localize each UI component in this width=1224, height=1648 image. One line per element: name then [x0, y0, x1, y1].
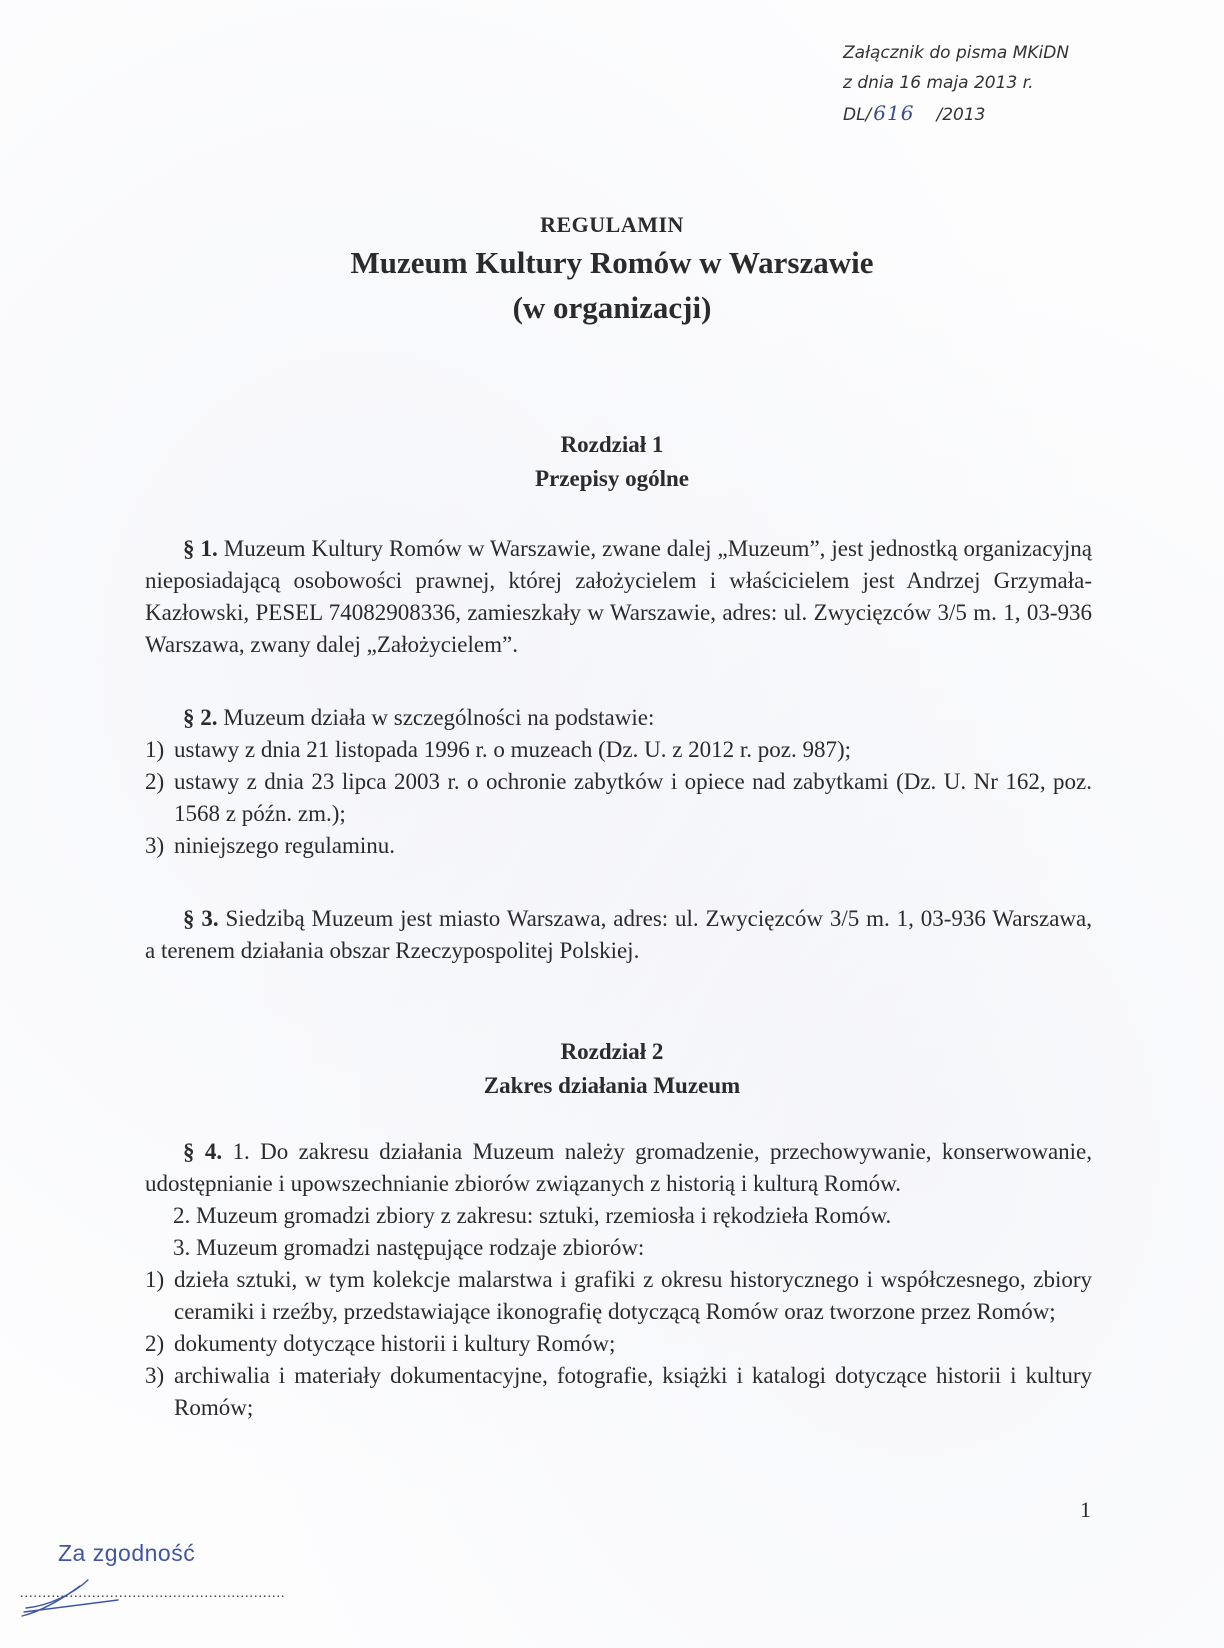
attachment-line-3: [843, 98, 1069, 130]
attachment-line-2: z dnia 16 maja 2013 r.: [843, 73, 1034, 93]
list-item: [145, 1360, 1092, 1424]
handwritten-signature: [18, 1572, 128, 1622]
list-item-text: niniejszego regulaminu.: [174, 833, 395, 858]
signature-dotted-line: ...........................................................: [20, 1586, 286, 1601]
document-title-block: [0, 210, 1224, 330]
chapter-1-heading: [0, 428, 1224, 496]
document-type-title: REGULAMIN: [540, 212, 684, 237]
chapter-1-title: Przepisy ogólne: [535, 466, 689, 491]
list-item-number: 2): [145, 769, 165, 794]
paragraph-2-mark: § 2.: [183, 705, 218, 730]
attachment-note: [843, 38, 1069, 130]
list-item: [145, 830, 1092, 862]
paragraph-4-point-1: [145, 1136, 1092, 1200]
certification-stamp-text: Za zgodność: [58, 1540, 196, 1566]
list-item-text: dzieła sztuki, w tym kolekcje malarstwa i grafiki z okresu historycznego i współczesnego, zbiory ceramiki i rzeźby, przedstawiające ikonografię dotyczącą Romów oraz tworzone przez Romów;: [174, 1267, 1092, 1324]
paragraph-1-mark: § 1.: [183, 536, 218, 561]
list-item: [145, 1264, 1092, 1328]
list-item-number: 1): [145, 737, 165, 762]
paragraph-4-point-1-text: 1. Do zakresu działania Muzeum należy gromadzenie, przechowywanie, konserwowanie, udostępnianie i upowszechnianie zbiorów związanych z historią i kulturą Romów.: [145, 1139, 1093, 1196]
chapter-2-title: Zakres działania Muzeum: [483, 1073, 741, 1098]
handwritten-reference-number: 616: [873, 101, 915, 125]
paragraph-4-mark: § 4.: [183, 1139, 223, 1164]
list-item: [145, 734, 1092, 766]
paragraph-2-intro: Muzeum działa w szczególności na podstawie:: [223, 705, 655, 730]
paragraph-4: [145, 1136, 1092, 1424]
reference-prefix: DL/: [843, 105, 872, 125]
museum-name-title: Muzeum Kultury Romów w Warszawie: [350, 245, 874, 280]
list-item: [145, 766, 1092, 830]
list-item-text: archiwalia i materiały dokumentacyjne, fotografie, książki i katalogi dotyczące historii i kultury Romów;: [174, 1363, 1092, 1420]
list-item-text: ustawy z dnia 23 lipca 2003 r. o ochronie zabytków i opiece nad zabytkami (Dz. U. Nr 162, poz. 1568 z późn. zm.);: [174, 769, 1092, 826]
list-item-text: ustawy z dnia 21 listopada 1996 r. o muzeach (Dz. U. z 2012 r. poz. 987);: [174, 737, 852, 762]
chapter-2-number: Rozdział 2: [560, 1039, 664, 1064]
museum-status-title: (w organizacji): [512, 290, 712, 325]
paragraph-4-point-3: 3. Muzeum gromadzi następujące rodzaje zbiorów:: [173, 1235, 645, 1260]
chapter-1-number: Rozdział 1: [560, 432, 664, 457]
paragraph-4-point-2: 2. Muzeum gromadzi zbiory z zakresu: sztuki, rzemiosła i rękodzieła Romów.: [173, 1203, 892, 1228]
list-item-number: 1): [145, 1267, 165, 1292]
list-item-number: 3): [145, 833, 165, 858]
list-item-number: 2): [145, 1331, 165, 1356]
page-number: 1: [1080, 1497, 1091, 1522]
paragraph-1-text: Muzeum Kultury Romów w Warszawie, zwane dalej „Muzeum”, jest jednostką organizacyjną nieposiadającą osobowości prawnej, której założycielem i właścicielem jest Andrzej Grzymała-Kazłowski, PESEL 74082908336, zamieszkały w Warszawie, adres: ul. Zwycięzców 3/5 m. 1, 03-936 Warszawa, zwany dalej „Założycielem”.: [145, 536, 1093, 657]
paragraph-2: [145, 702, 1092, 862]
list-item: [145, 1328, 1092, 1360]
paragraph-1: [145, 533, 1092, 661]
list-item-text: dokumenty dotyczące historii i kultury Romów;: [174, 1331, 616, 1356]
paragraph-3: [145, 903, 1092, 967]
chapter-2-heading: [0, 1035, 1224, 1103]
paragraph-3-mark: § 3.: [183, 906, 219, 931]
paragraph-3-text: Siedzibą Muzeum jest miasto Warszawa, adres: ul. Zwycięzców 3/5 m. 1, 03-936 Warszawa, a terenem działania obszar Rzeczypospolitej Polskiej.: [145, 906, 1092, 963]
paragraph-2-intro-line: [145, 702, 1092, 734]
reference-suffix: /2013: [936, 105, 986, 125]
attachment-line-1: Załącznik do pisma MKiDN: [843, 43, 1070, 63]
list-item-number: 3): [145, 1363, 165, 1388]
